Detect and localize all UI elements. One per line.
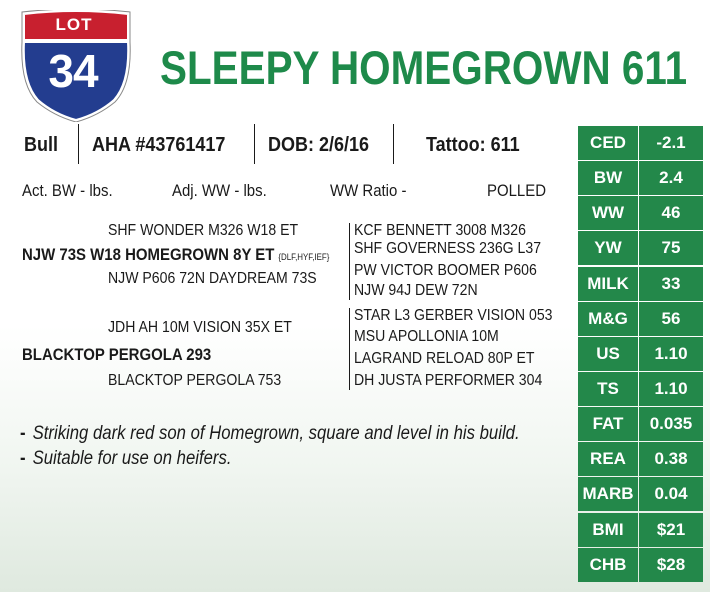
epd-row <box>578 126 703 160</box>
dam-ancestor: DH JUSTA PERFORMER 304 <box>354 372 543 389</box>
epd-value: 0.035 <box>639 407 703 441</box>
divider <box>393 124 394 164</box>
animal-name: SLEEPY HOMEGROWN 611 <box>160 41 688 94</box>
sire-ancestor: NJW 94J DEW 72N <box>354 282 478 299</box>
dam-ancestor: STAR L3 GERBER VISION 053 <box>354 307 553 324</box>
epd-trait: YW <box>578 231 638 265</box>
pedigree-bracket <box>349 308 351 390</box>
epd-row <box>578 161 703 195</box>
pedigree-bracket <box>349 223 351 300</box>
epd-trait: FAT <box>578 407 638 441</box>
tattoo: Tattoo: 611 <box>426 134 520 156</box>
sire-dam: NJW P606 72N DAYDREAM 73S <box>108 270 317 287</box>
epd-table <box>578 126 703 583</box>
epd-value: -2.1 <box>639 126 703 160</box>
epd-trait: TS <box>578 372 638 406</box>
divider <box>254 124 255 164</box>
divider <box>78 124 79 164</box>
bullet-dash: - <box>20 423 26 444</box>
epd-trait: BW <box>578 161 638 195</box>
epd-value: 0.04 <box>639 477 703 511</box>
dam-dam: BLACKTOP PERGOLA 753 <box>108 372 282 389</box>
adjusted-weaning-weight: Adj. WW - lbs. <box>172 181 267 200</box>
lot-label: LOT <box>55 15 93 34</box>
dob: DOB: 2/6/16 <box>268 134 370 156</box>
epd-row <box>578 372 703 406</box>
epd-value: 0.38 <box>639 442 703 476</box>
sire-ancestor: KCF BENNETT 3008 M326 <box>354 222 526 239</box>
sire-ancestor: SHF GOVERNESS 236G L37 <box>354 240 542 257</box>
epd-trait: CHB <box>578 548 638 582</box>
sire-genetic-codes: {DLF,HYF,IEF} <box>278 252 330 262</box>
epd-row <box>578 337 703 371</box>
actual-birth-weight: Act. BW - lbs. <box>22 181 113 200</box>
epd-value: 56 <box>639 302 703 336</box>
dam-sire: JDH AH 10M VISION 35X ET <box>108 319 292 336</box>
sire-ancestor: PW VICTOR BOOMER P606 <box>354 262 537 279</box>
epd-row <box>578 302 703 336</box>
bullet-dash: - <box>20 448 26 469</box>
epd-row <box>578 196 703 230</box>
epd-row <box>578 513 703 547</box>
description-item <box>20 423 520 445</box>
epd-trait: MILK <box>578 267 638 301</box>
epd-trait: BMI <box>578 513 638 547</box>
epd-value: 75 <box>639 231 703 265</box>
epd-value: $28 <box>639 548 703 582</box>
epd-row <box>578 231 703 265</box>
epd-row <box>578 442 703 476</box>
dam-name: BLACKTOP PERGOLA 293 <box>22 345 212 364</box>
weaning-ratio: WW Ratio - <box>330 181 407 200</box>
epd-trait: CED <box>578 126 638 160</box>
sex-label: Bull <box>24 134 59 156</box>
sire-name: NJW 73S W18 HOMEGROWN 8Y ET <box>22 245 275 264</box>
dam-name-line <box>22 345 211 365</box>
dam-ancestor: LAGRAND RELOAD 80P ET <box>354 350 535 367</box>
epd-trait: REA <box>578 442 638 476</box>
description-item <box>20 448 232 470</box>
aha-number: AHA #43761417 <box>92 134 226 156</box>
epd-value: $21 <box>639 513 703 547</box>
epd-trait: US <box>578 337 638 371</box>
epd-row <box>578 407 703 441</box>
epd-row <box>578 548 703 582</box>
epd-value: 46 <box>639 196 703 230</box>
epd-trait: MARB <box>578 477 638 511</box>
epd-trait: WW <box>578 196 638 230</box>
epd-value: 1.10 <box>639 337 703 371</box>
epd-value: 33 <box>639 267 703 301</box>
lot-number: 34 <box>48 45 98 97</box>
description-text: Suitable for use on heifers. <box>32 448 232 469</box>
description-text: Striking dark red son of Homegrown, square and level in his build. <box>32 423 520 444</box>
sire-sire: SHF WONDER M326 W18 ET <box>108 222 299 239</box>
polled-status: POLLED <box>487 181 547 200</box>
epd-value: 1.10 <box>639 372 703 406</box>
sire-name-line <box>22 245 329 265</box>
epd-value: 2.4 <box>639 161 703 195</box>
epd-row <box>578 267 703 301</box>
dam-ancestor: MSU APOLLONIA 10M <box>354 328 499 345</box>
epd-trait: M&G <box>578 302 638 336</box>
epd-row <box>578 477 703 511</box>
